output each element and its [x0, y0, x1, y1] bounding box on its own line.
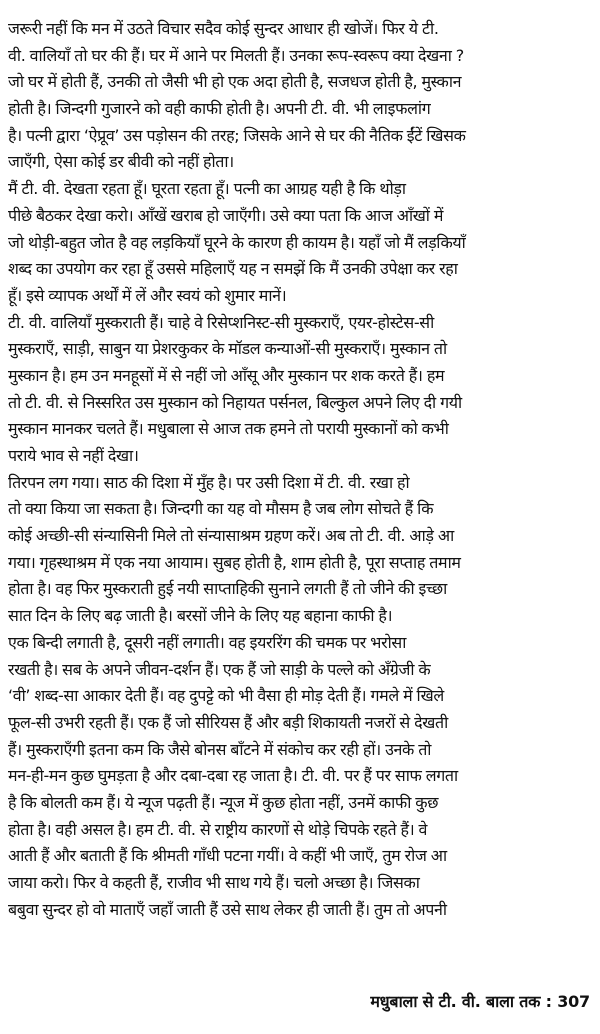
text-line: ‘वी’ शब्द-सा आकार देती हैं। वह दुपट्टे को भी वैसा ही मोड़ देती हैं। गमले में खिले [8, 686, 444, 706]
text-line: होती है। जिन्दगी गुजारने को वही काफी होती है। अपनी टी. वी. भी लाइफलांग [8, 99, 431, 119]
text-line: हैं। मुस्कराएँगी इतना कम कि जैसे बोनस बाँटने में संकोच कर रही हों। उनके तो [8, 739, 432, 759]
text-line: जो घर में होती हैं, उनकी तो जैसी भी हो एक अदा होती है, सजधज होती है, मुस्कान [8, 72, 462, 92]
paragraph [8, 176, 592, 309]
text-line: होता है। वही असल है। हम टी. वी. से राष्ट्रीय कारणों से थोड़े चिपके रहते हैं। वे [8, 819, 428, 839]
text-line: टी. वी. वालियाँ मुस्कराती हैं। चाहे वे रिसेप्शनिस्ट-सी मुस्कराएँ, एयर-होस्टेस-सी [8, 312, 434, 332]
paragraph [8, 470, 592, 630]
text-line: पीछे बैठकर देखा करो। आँखें खराब हो जाएँगी। उसे क्या पता कि आज आँखों में [8, 205, 444, 225]
text-line: तिरपन लग गया। साठ की दिशा में मुँह है। पर उसी दिशा में टी. वी. रखा हो [8, 472, 410, 492]
text-line: होता है। वह फिर मुस्कराती हुई नयी साप्ताहिकी सुनाने लगती हैं तो जीने की इच्छा [8, 579, 447, 599]
text-line: मुस्कराएँ, साड़ी, साबुन या प्रेशरकुकर के मॉडल कन्याओं-सी मुस्कराएँ। मुस्कान तो [8, 339, 447, 359]
page-body [8, 16, 592, 923]
text-line: है कि बोलती कम हैं। ये न्यूज पढ़ती हैं। न्यूज में कुछ होता नहीं, उनमें काफी कुछ [8, 792, 439, 812]
paragraph [8, 310, 592, 470]
text-line: रखती है। सब के अपने जीवन-दर्शन हैं। एक हैं जो साड़ी के पल्ले को अँग्रेजी के [8, 659, 431, 679]
text-line: मन-ही-मन कुछ घुमड़ता है और दबा-दबा रह जाता है। टी. वी. पर हैं पर साफ लगता [8, 766, 458, 786]
paragraph [8, 16, 592, 176]
text-line: पराये भाव से नहीं देखा। [8, 446, 139, 465]
text-line: मैं टी. वी. देखता रहता हूँ। घूरता रहता हूँ। पत्नी का आग्रह यही है कि थोड़ा [8, 179, 406, 199]
text-line: जरूरी नहीं कि मन में उठते विचार सदैव कोई सुन्दर आधार ही खोजें। फिर ये टी. [8, 19, 439, 38]
text-line: सात दिन के लिए बढ़ जाती है। बरसों जीने के लिए यह बहाना काफी है। [8, 606, 393, 626]
text-line: जाएँगी, ऐसा कोई डर बीवी को नहीं होता। [8, 152, 234, 172]
page-footer: मधुबाला से टी. वी. बाला तक : 307 [370, 992, 590, 1011]
paragraph [8, 630, 592, 924]
text-line: जाया करो। फिर वे कहती हैं, राजीव भी साथ गये हैं। चलो अच्छा है। जिसका [8, 873, 420, 892]
text-line: हूँ। इसे व्यापक अर्थों में लें और स्वयं को शुमार मानें। [8, 285, 287, 305]
text-line: बबुवा सुन्दर हो वो माताएँ जहाँ जाती हैं उसे साथ लेकर ही जाती हैं। तुम तो अपनी [8, 899, 447, 919]
text-line: तो क्या किया जा सकता है। जिन्दगी का यह वो मौसम है जब लोग सोचते हैं कि [8, 499, 434, 519]
text-line: कोई अच्छी-सी संन्यासिनी मिले तो संन्यासाश्रम ग्रहण करें। अब तो टी. वी. आड़े आ [8, 526, 454, 546]
text-line: वी. वालियाँ तो घर की हैं। घर में आने पर मिलती हैं। उनका रूप-स्वरूप क्या देखना ? [8, 45, 464, 65]
text-line: है। पत्नी द्वारा ‘ऐप्रूव’ उस पड़ोसन की तरह; जिसके आने से घर की नैतिक ईंटें खिसक [8, 125, 466, 145]
text-line: जो थोड़ी-बहुत जोत है वह लड़कियाँ घूरने के कारण ही कायम है। यहाँ जो मैं लड़कियाँ [8, 232, 466, 252]
text-line: शब्द का उपयोग कर रहा हूँ उससे महिलाएँ यह न समझें कि मैं उनकी उपेक्षा कर रहा [8, 259, 458, 279]
text-line: फूल-सी उभरी रहती हैं। एक हैं जो सीरियस हैं और बड़ी शिकायती नजरों से देखती [8, 712, 448, 732]
text-line: आती हैं और बताती हैं कि श्रीमती गाँधी पटना गयीं। वे कहीं भी जाएँ, तुम रोज आ [8, 846, 447, 866]
text-line: तो टी. वी. से निस्सरित उस मुस्कान को निहायत पर्सनल, बिल्कुल अपने लिए दी गयी [8, 392, 462, 412]
text-line: मुस्कान मानकर चलते हैं। मधुबाला से आज तक हमने तो परायी मुस्कानों को कभी [8, 419, 449, 439]
text-line: गया। गृहस्थाश्रम में एक नया आयाम। सुबह होती है, शाम होती है, पूरा सप्ताह तमाम [8, 552, 461, 572]
text-line: मुस्कान है। हम उन मनहूसों में से नहीं जो आँसू और मुस्कान पर शक करते हैं। हम [8, 365, 445, 385]
text-line: एक बिन्दी लगाती है, दूसरी नहीं लगाती। वह इयररिंग की चमक पर भरोसा [8, 632, 407, 652]
